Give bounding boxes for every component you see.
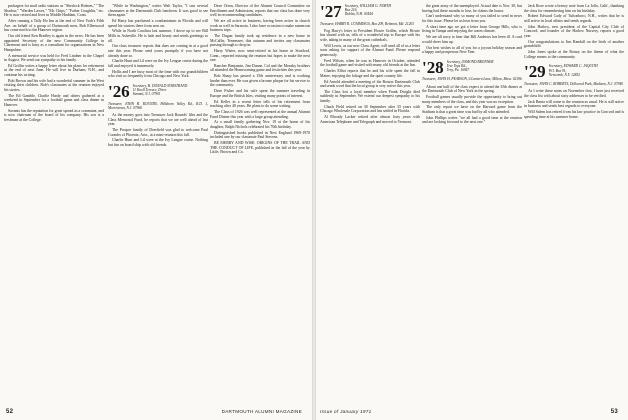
paragraph: We are all sorry to hear that Bill Andrews has been ill. A card would cheer him up. bbox=[422, 35, 522, 44]
class-treasurer: Treasurer, JOHN H. ROUNDS, Hillsboro Valley Rd., R.D. 1, Morristown, N.J. 07960 bbox=[108, 101, 208, 110]
paragraph: Our old friend Ken Bradley is again in the news. He has been appointed Secretary of the new Community College in Claremont and is busy as a consultant for organizations in New Hampshire. bbox=[4, 33, 104, 52]
class-city: Summit, N.J. 07901 bbox=[132, 92, 161, 97]
class-treasurer: Treasurer, HARRY R. CUMMINGS, Box 209, Belmont, Md. 21203 bbox=[320, 21, 414, 26]
paragraph: Our congratulations to Jim Randall on the birth of another grandchild. bbox=[524, 39, 624, 49]
class-treasurer: Treasurer, JOHN H. PEARSON, 6 Lantern Lane, Milton, Mass. 02186 bbox=[422, 77, 522, 82]
class-city: Dublin, N.H. 03444 bbox=[344, 12, 373, 17]
class-treasurer: Treasurer, JOHN C. ROBERTS, Dellwood Park, Madison, N.J. 07940 bbox=[524, 82, 624, 87]
class-secretary: Secretary, OSMOND BRONNER bbox=[446, 59, 494, 64]
class-address: 11 Knoll Terrace, Drive bbox=[132, 88, 167, 93]
class-year: '27 bbox=[320, 4, 342, 21]
paragraph: Ed Harty has purchased a condominium in Florida and will spend his winters there from now on. bbox=[108, 18, 208, 28]
paragraph: After running a Tally Ho Inn at the end of New York's Fifth Ave. on behalf of a group of Dartmouth men, Bob Ellenwood has come north to the Hanover region. bbox=[4, 18, 104, 33]
paragraph: Harry Wister, now semi-retired in his home in Stratford, Conn., reported missing the reunion but hopes to make the next one. bbox=[210, 48, 310, 63]
paragraph: John Phillips writes "we all had a good time at the reunion and are looking forward to the next one." bbox=[422, 115, 522, 125]
class-secretary: Secretary, EDWARD C. JAQUITH bbox=[548, 64, 598, 69]
paragraph: The Ed Gamble, Charlie Hardy and others gathered at a weekend in September for a football game and class dinner in Hanover. bbox=[4, 93, 104, 107]
paragraph: BE MERRY AND WISE: ORIGINS OF THE TRAIL AND THE CONDUCT OF LIFE, published in the fall of the year by Little, Brown and Co. bbox=[210, 141, 310, 155]
paragraph: Jack Banta will come to the reunion as usual. He is still active in business and sends best regards to everyone. bbox=[524, 99, 624, 109]
paragraph: About one half of the class expect to attend the 35th dinner at the Dartmouth Club of New York in the spring. bbox=[422, 84, 522, 94]
right-column-1 bbox=[320, 4, 420, 402]
paragraph: Distinguished books published in New England 1969-1970 included one by our classmate Paul Stevens. bbox=[210, 130, 310, 140]
paragraph: We are all active in business, having been active in church work as well in Sarasota. I also have occasion to make numerous business trips. bbox=[210, 18, 310, 33]
left-footer bbox=[6, 407, 306, 417]
paragraph: Jack Rose wrote a breezy note from La Jolla, Calif., thanking the class for remembering him on his birthday. bbox=[524, 4, 624, 13]
class-address: Box 216, bbox=[344, 8, 358, 13]
class-1927-header bbox=[320, 4, 420, 20]
right-footer bbox=[320, 407, 620, 417]
paragraph: Bob Brown and his wife had a wonderful summer in the West visiting their children. Bob's classmates at the reunion enjoyed his stories. bbox=[4, 78, 104, 93]
class-1928-header bbox=[422, 57, 522, 77]
paragraph: Ed Keller in a recent letter tells of his retirement from teaching after 40 years. He plans to do some writing. bbox=[210, 99, 310, 109]
paragraph: The Dugan family took up residence in a new home in McCallie, Tennessee, this autumn and invites any classmates passing through to drop in. bbox=[210, 33, 310, 48]
paragraph: Fred Wilson, when he was in Hanover in October, attended the football game and visited with many old friends at the Inn. bbox=[320, 58, 420, 68]
paragraph: At a small family gathering Nov. 19 at the home of his daughter, Ralph Nichols celebrated his 70th birthday. bbox=[210, 120, 310, 129]
paragraph: Our best wishes to all of you for a joyous holiday season and a happy and prosperous New Year. bbox=[422, 45, 522, 55]
paragraph: The Class of 1926 was well represented at the annual Alumni Fund Dinner this year with a large group attending. bbox=[210, 109, 310, 119]
paragraph: John Harlow, new president of the Capital City Club of Concord, and founder of the Harlow Nursery, reports a good year. bbox=[524, 24, 624, 38]
left-column-2 bbox=[108, 4, 208, 402]
paragraph: Al Rhoudy Lacker retired after almost forty years with American Telephone and Telegraph and moved to Vermont. bbox=[320, 115, 420, 124]
paragraph: Ed Griffin writes a happy letter about his plans for retirement at the end of next June. He will live in Durham, N.H., and continue his writing. bbox=[4, 63, 104, 78]
class-city: Troy, Pa. 16947 bbox=[446, 68, 470, 73]
right-column-3 bbox=[524, 4, 624, 402]
paragraph: A short time ago we got a letter from George Hills, who is living in Tampa and enjoying the warm climate. bbox=[422, 24, 522, 34]
class-secretary: Secretary, WILLIAM G. NORTH bbox=[344, 4, 392, 8]
paragraph: While in North Carolina last summer, I drove up to see Bill Mills in Asheville. He is hale and hearty and sends greetings to all. bbox=[108, 29, 208, 43]
paragraph: Football games usually provide the opportunity to bring out many members of the class, and this year was no exception. bbox=[422, 95, 522, 104]
left-column-3 bbox=[210, 4, 310, 402]
paragraph: Our class treasurer reports that dues are coming in at a good rate this year. Please send yours promptly if you have not already done so. bbox=[108, 44, 208, 58]
class-year: '28 bbox=[422, 57, 444, 77]
paragraph: Robert Edward Cady of Tuftonboro, N.H., writes that he is still active in local affairs and sends regards. bbox=[524, 14, 624, 23]
paragraph: packagers for mail radio stations as "Sherlock Holmes," "The Shadow," "Warden Lawes," "Mr. Chips," "Father Coughlin," etc. He is now retired and lives in Middle Haddam, Conn. bbox=[4, 4, 104, 18]
paragraph: Hollis and I are busy most of the time with our grandchildren who visit us frequently from Chicago and New York. bbox=[108, 69, 208, 79]
class-1929-header bbox=[524, 64, 624, 80]
paragraph: A memorial service was held for Fred Lindner in the Chapel in August. We send our sympathy to his family. bbox=[4, 53, 104, 63]
paragraph: The only report we have on the Harvard game from the Stadium is that a great time was had by all who attended. bbox=[422, 105, 522, 115]
paragraph: Can't understand why so many of you failed to send in news for this issue. Please let us hear from you. bbox=[422, 14, 522, 23]
class-city: Newcomb, N.Y. 12852 bbox=[548, 72, 581, 77]
paragraph: The Prosper family of Deerfield was glad to welcome Paul Coombs of Phoenix, Ariz., at a mini-reunion this fall. bbox=[108, 128, 208, 137]
class-secretary: Secretary, H. DONALD NORSTRAND bbox=[132, 84, 188, 89]
paragraph: Dave Orton, Director of the Alumni Council Committee on Enrollment and Admissions, reports that our class has done very well in recommending candidates. bbox=[210, 4, 310, 18]
paragraph: John Jones spoke at the Rotary on the theme of what the College means to the community. bbox=[524, 50, 624, 59]
paragraph: Charlie Hunt and Lil were at the Ivy League cruise. Nothing but fun on board ship with old friends. bbox=[108, 138, 208, 147]
class-address: Tree Tops Rd., bbox=[446, 64, 467, 69]
paragraph: Rancher Benjamin, Jim Dunne, Cal and the Monsky brothers all attended the Homecoming game and festivities this year. bbox=[210, 63, 310, 73]
paragraph: Chuck Field retired on 30 September after 35 years with Chicago Wholesale Corporation and has settled in Florida. bbox=[320, 104, 420, 114]
page-number: 52 bbox=[6, 409, 14, 415]
paragraph: Will Lewis, as our new Class Agent, will send all of us a letter soon asking for support of the Alumni Fund. Please respond generously. bbox=[320, 43, 420, 57]
paragraph: Will Salem has retired from his law practice in Concord and is spending time at his summer home. bbox=[524, 110, 624, 119]
paragraph: As I write these notes on November first, I have just received the class list with about sixty addresses to be verified. bbox=[524, 89, 624, 98]
right-column-2 bbox=[422, 4, 522, 402]
paragraph: Charlie Hunt and Lil were on the Ivy League cruise during the fall and enjoyed it immensely. bbox=[108, 59, 208, 68]
class-1926-header bbox=[108, 84, 208, 100]
right-page bbox=[316, 0, 628, 420]
page-number: 53 bbox=[610, 409, 618, 415]
class-year: '29 bbox=[524, 62, 546, 82]
paragraph: Fog Harry's letter to President Howie Griffin, which Howie has shared with us, tells of a wonderful trip to Europe with his wife, taking in many of the great cathedrals. bbox=[320, 28, 420, 42]
paragraph: Charles Elliot reports that he and his wife spent the fall in Maine, enjoying the foliage and the quiet country life. bbox=[320, 69, 420, 78]
class-year: '26 bbox=[108, 82, 130, 102]
paragraph: The Class lost a loyal member when Frank Dwight died suddenly in September. We extend our deepest sympathy to his family. bbox=[320, 89, 420, 104]
left-column-1 bbox=[4, 4, 104, 402]
paragraph: As the money goes into Treasurer Jack Rounds' files and the Class Memorial Fund, he reports that we are well ahead of last year. bbox=[108, 113, 208, 127]
paragraph: Savants has the reputation for great spread as a commuter, and is now chairman of the board of his company. His son is a freshman at the College. bbox=[4, 108, 104, 122]
paragraph: Bob Sharp has passed a 15th anniversary and is working harder than ever. He was given a bronze plaque for his service to the community. bbox=[210, 74, 310, 88]
footer-title: DARTMOUTH ALUMNI MAGAZINE bbox=[221, 409, 302, 414]
class-address: P.O. Box 91, bbox=[548, 68, 567, 73]
paragraph: Dave Fisher and his wife spent the summer traveling in Europe and the British Isles, visiting many points of interest. bbox=[210, 89, 310, 98]
paragraph: Ed Arnold attended a meeting of the Boston Dartmouth Club and sends word that the local group is very active this year. bbox=[320, 79, 420, 89]
paragraph: the great army of the unemployed. Actual date is Nov. 30, but having had these months to lose, he claims the honor. bbox=[422, 4, 522, 13]
paragraph: "While in Washington," writes Walt Taylor, "I saw several classmates at the Dartmouth Club luncheon. It was good to see them again." bbox=[108, 4, 208, 18]
footer-title: Issue of January 1971 bbox=[320, 409, 372, 414]
left-page bbox=[0, 0, 312, 420]
